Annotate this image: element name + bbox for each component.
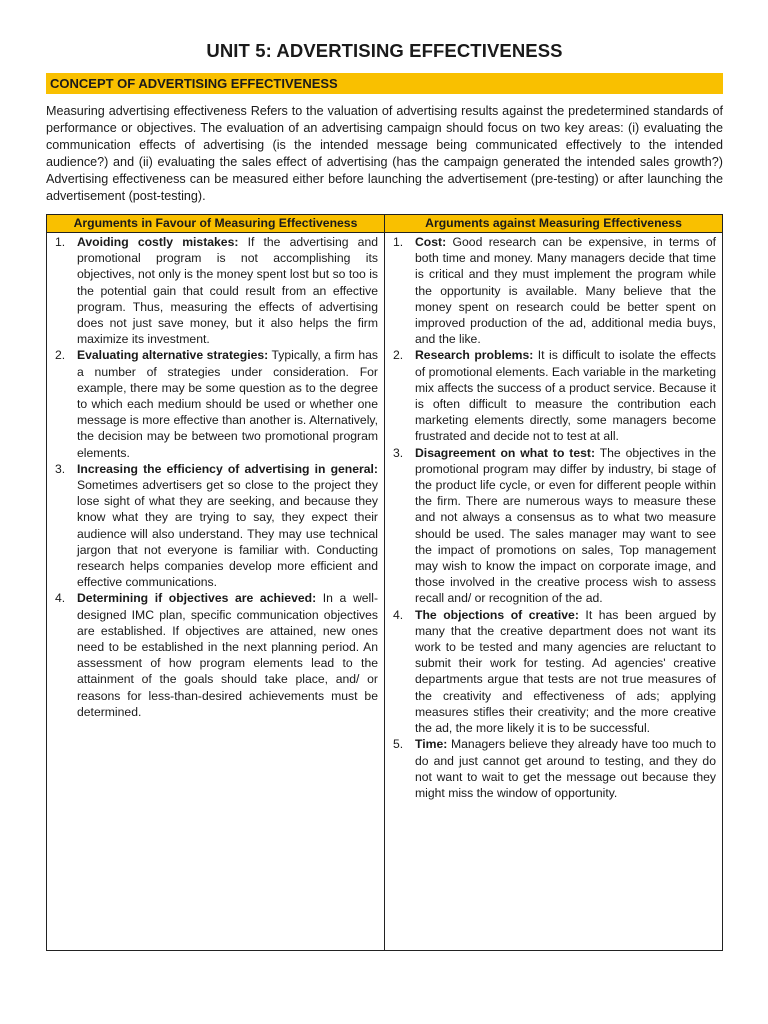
favour-item [51, 347, 378, 460]
item-number: 2. [55, 348, 66, 363]
item-lead: Cost: [415, 235, 447, 249]
item-text: Sometimes advertisers get so close to the project they lose sight of what they are seeking, and because they know what they are trying to say, they expect their audience will also understand. They may use technical jargon that not everyone is familiar with. Conducting research helps companies develop more efficient and effective communications. [77, 478, 378, 590]
against-item [389, 347, 716, 444]
item-number: 4. [393, 607, 404, 622]
item-text: It has been argued by many that the creative department does not want its work to be tested and many agencies are reluctant to submit their work for testing. Ad agencies' creative departments argue that tests are not true measures of the creativity and effectiveness of ads; applying measures stifles their creativity; and the more creative the ad, the more likely it is to be successful. [415, 607, 716, 736]
section-heading: CONCEPT OF ADVERTISING EFFECTIVENESS [46, 73, 723, 94]
against-item [389, 445, 716, 607]
favour-item [51, 234, 378, 347]
page-title: UNIT 5: ADVERTISING EFFECTIVENESS [206, 40, 563, 61]
favour-column-header: Arguments in Favour of Measuring Effectiveness [47, 215, 385, 233]
against-item [389, 736, 716, 801]
item-number: 3. [393, 445, 404, 460]
item-text: Typically, a firm has a number of strategies under consideration. For example, there may be some question as to the degree to which each medium should be used or whether one message is more effective than another is. Alternatively, the decision may be between two promotional program elements. [77, 348, 378, 460]
item-number: 2. [393, 348, 404, 363]
against-item [389, 234, 716, 347]
page [46, 40, 723, 951]
item-number: 1. [55, 235, 66, 249]
item-number: 3. [55, 461, 66, 476]
against-column [385, 233, 723, 951]
item-text: It is difficult to isolate the effects of promotional elements. Each variable in the marketing mix affects the success of a product service. Because it is often difficult to measure the contribution each marketing elements directly, some managers become frustrated and decide not to test at all. [415, 348, 716, 444]
intro-paragraph: Measuring advertising effectiveness Refers to the valuation of advertising results against the predetermined standards of performance or objectives. The evaluation of an advertising campaign should focus on two key areas: (i) evaluating the communication effects of advertising (is the intended message being communicated effectively to the intended audience?) and (ii) evaluating the sales effect of advertising (has the campaign generated the intended sales growth?) Advertising effectiveness can be measured either before launching the advertisement (pre-testing) or after launching the advertisement (post-testing). [46, 104, 723, 203]
item-lead: Determining if objectives are achieved: [77, 591, 317, 606]
item-lead: The objections of creative: [415, 607, 579, 622]
item-lead: Time: [415, 737, 448, 752]
item-lead: Research problems: [415, 348, 534, 363]
against-column-header: Arguments against Measuring Effectiveness [385, 215, 723, 233]
item-number: 1. [393, 235, 404, 249]
favour-item [51, 461, 378, 591]
item-lead: Avoiding costly mistakes: [77, 235, 239, 249]
item-number: 5. [393, 737, 404, 752]
item-lead: Evaluating alternative strategies: [77, 348, 269, 363]
item-text: In a well-designed IMC plan, specific communication objectives are established. If objectives are attained, new ones need to be established in the next planning period. An assessment of how program elements lead to the attainment of the goals should take place, and/ or reasons for less-than-desired achievements must be determined. [77, 591, 378, 719]
favour-item [51, 590, 378, 720]
item-text: Good research can be expensive, in terms of both time and money. Many managers decide that time is critical and they must implement the program while the opportunity is available. Many believe that the money spent on research could be better spent on improved production of the ad, additional media buys, and the like. [415, 235, 716, 347]
favour-column [47, 233, 385, 951]
item-number: 4. [55, 591, 66, 606]
arguments-table [46, 214, 723, 951]
item-text: Managers believe they already have too much to do and just cannot get around to testing, and they do not want to wait to get the message out because they might miss the window of opportunity. [415, 737, 716, 800]
item-lead: Increasing the efficiency of advertising in general: [77, 461, 378, 476]
against-list [389, 234, 716, 801]
against-item [389, 607, 716, 737]
item-text: The objectives in the promotional program may differ by industry, bi stage of the product life cycle, or even for different people within the firm. There are numerous ways to measure these and not always a consensus as to what two measure should be used. The sales manager may want to see the impact of promotions on sales, Top management may wish to know the impact on corporate image, and those involved in the creative process wish to assess recall and/ or recognition of the ad. [415, 445, 716, 606]
item-lead: Disagreement on what to test: [415, 445, 596, 460]
favour-list [51, 234, 378, 720]
item-text: If the advertising and promotional program is not accomplishing its objectives, not only is the money spent lost but so too is the potential gain that could result from an effective program. Thus, measuring the effects of advertising does not just save money, but it also helps the firm maximize its investment. [77, 235, 379, 347]
